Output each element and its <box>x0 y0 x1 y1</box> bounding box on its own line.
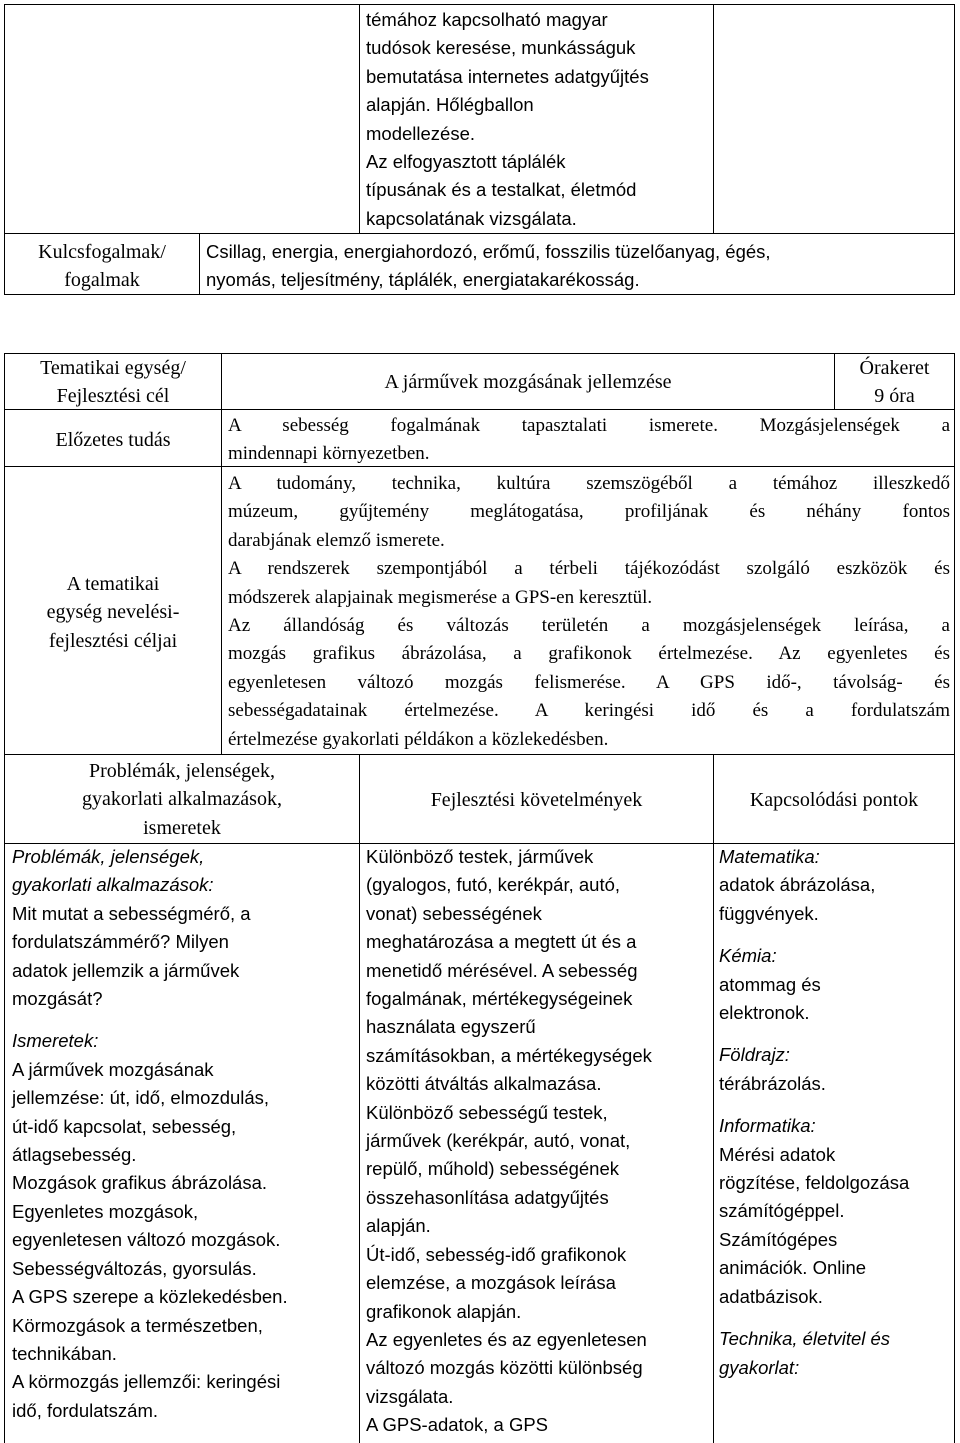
unit-label-column <box>4 353 222 755</box>
top-table-cell-right <box>713 4 955 234</box>
spacer <box>719 1027 909 1041</box>
connection-subject-chemistry: Kémia: <box>719 945 777 967</box>
spacer <box>12 1013 288 1027</box>
label-goals: A tematikai egység nevelési- fejlesztési céljai <box>46 573 180 652</box>
hours-block: Órakeret 9 óra <box>859 357 930 408</box>
header-connections: Kapcsolódási pontok <box>749 789 919 811</box>
label-thematic-unit: Tematikai egység/ Fejlesztési cél <box>40 357 186 408</box>
connection-subject-technology: Technika, életvitel és <box>719 1328 891 1350</box>
problems-column-text: Problémák, jelenségek, gyakorlati alkalmazások: Mit mutat a sebességmérő, a fordulatszámmérő? Milyen adatok jellemzik a járművek mozgását? Ismeretek: A járművek mozgásának jellemzése: út, idő, elmozdulás, út-idő kapcsolat, sebesség, átlagsebesség. Mozgások grafikus ábrázolása. Egyenletes mozgások, egyenletesen változó mozgások. Sebességváltozás, gyorsulás. A GPS szerepe a közlekedésben. Körmozgások a természetben, technikában. A körmozgás jellemzői: keringési idő, fordulatszám. <box>12 846 288 1421</box>
requirements-column-text: Különböző testek, járművek (gyalogos, futó, kerékpár, autó, vonat) sebességének meghatározása a megtett út és a menetidő mérésével. A sebesség fogalmának, mértékegységeinek használata egyszerű számításokban, a mértékegységek közötti átváltás alkalmazása. Különböző sebességű testek, járművek (kerékpár, autó, vonat, repülő, műhold) sebességének összehasonlítása adatgyűjtés alapján. Út-idő, sebesség-idő grafikonok elemzése, a mozgások leírása grafikonok alapján. Az egyenletes és az egyenletesen változó mozgás közötti különbség vizsgálata. A GPS-adatok, a GPS <box>366 846 652 1436</box>
prior-knowledge-text: A sebesség fogalmának tapasztalati ismerete. Mozgásjelenségek a mindennapi környezetben. <box>228 415 950 465</box>
unit-title: A járművek mozgásának jellemzése <box>384 371 672 393</box>
label-divider-2 <box>4 466 222 467</box>
label-prior-knowledge: Előzetes tudás <box>55 429 171 451</box>
spacer <box>719 1098 909 1112</box>
keywords-label: Kulcsfogalmak/ fogalmak <box>38 241 166 292</box>
connection-subject-informatics: Informatika: <box>719 1115 816 1137</box>
goals-text: A tudomány, technika, kultúra szemszögéből a témához illeszkedő múzeum, gyűjtemény meglátogatása, profiljának és néhány fontos darabjának elemző ismerete. A rendszerek szempontjából a térbeli tájékozódást szolgáló eszközök és módszerek alapjainak megismerése a GPS-en keresztül. Az állandóság és változás területén a mozgásjelenségek leírása, a mozgás grafikus ábrázolása, a grafikonok értelmezése. Az egyenletes és egyenletesen változó mozgás felismerése. A GPS idő-, távolság- és sebességadatainak értelmezése. A keringési idő és a fordulatszám értelmezése gyakorlati példákon a közlekedésben. <box>228 473 950 750</box>
connection-subject-geography: Földrajz: <box>719 1044 790 1066</box>
spacer <box>719 928 909 942</box>
keywords-text: Csillag, energia, energiahordozó, erőmű, fosszilis tüzelőanyag, égés, nyomás, teljesítmény, táplálék, energiatakarékosság. <box>206 241 771 291</box>
spacer <box>719 1311 909 1325</box>
top-table-cell-left <box>4 4 360 234</box>
header-problems: Problémák, jelenségek, gyakorlati alkalmazások, ismeretek <box>82 760 282 839</box>
connection-subject-math: Matematika: <box>719 846 820 867</box>
header-requirements: Fejlesztési követelmények <box>430 789 643 811</box>
connections-column-text: Matematika: adatok ábrázolása, függvények. Kémia: atommag és elektronok. Földrajz: térábrázolás. Informatika: Mérési adatok rögzítése, feldolgozása számítógéppel. Számítógépes animációk. Online adatbázisok. Technika, életvitel és gyakorlat: <box>719 843 909 1382</box>
continued-cell-text: témához kapcsolható magyar tudósok keresése, munkásságuk bemutatása internetes adatgyűjtés alapján. Hőlégballon modellezése. Az elfogyasztott táplálék típusának és a testalkat, életmód kapcsolatának vizsgálata. <box>366 9 649 229</box>
